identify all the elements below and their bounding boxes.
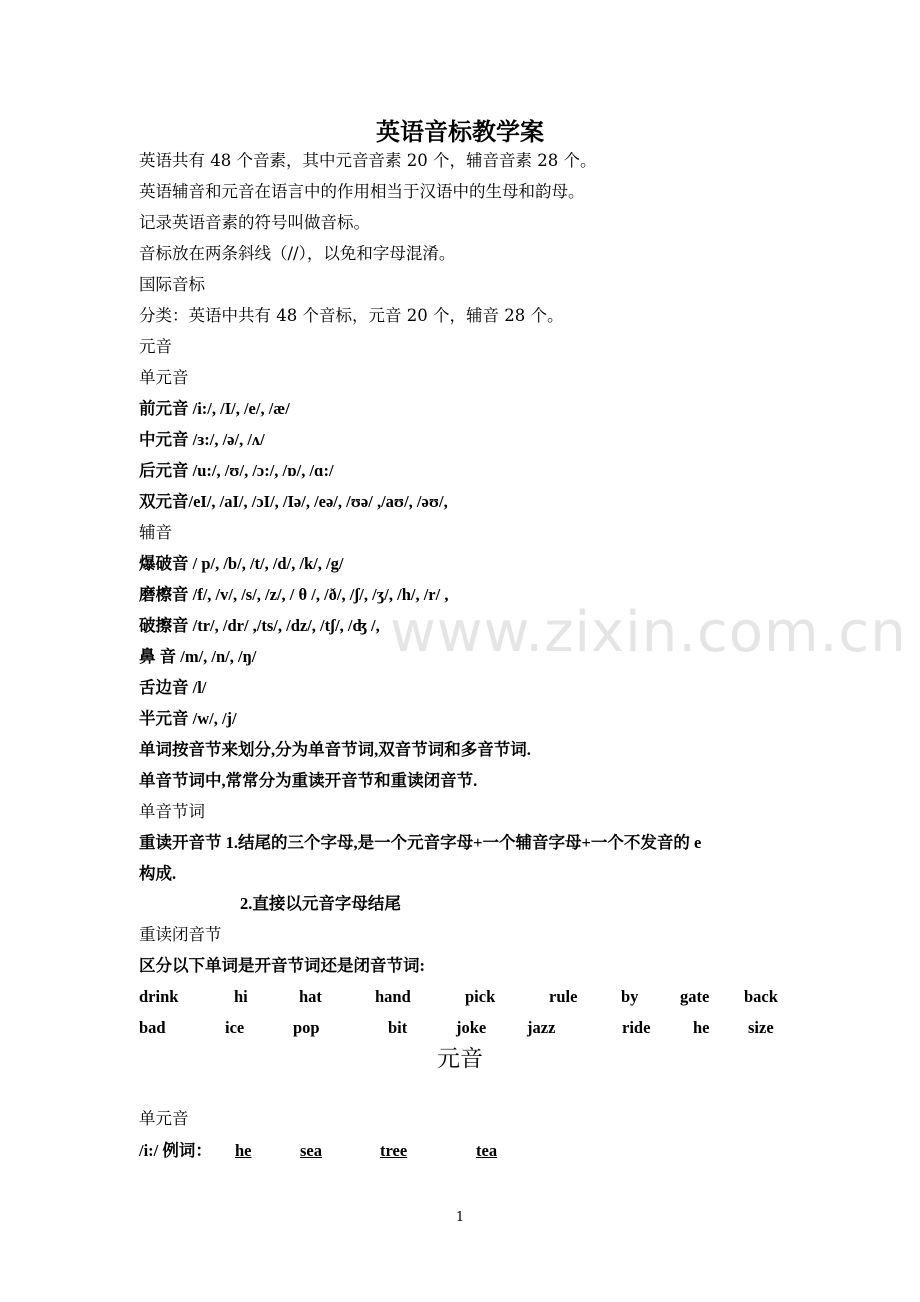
body-line: 爆破音 / p/, /b/, /t/, /d/, /k/, /g/ — [139, 554, 344, 573]
body-line: 磨檫音 /f/, /v/, /s/, /z/, / θ /, /ð/, /ʃ/, /ʒ/, /h/, /r/ , — [139, 585, 449, 604]
body-line: 单词按音节来划分,分为单音节词,双音节词和多音节词. — [139, 740, 531, 759]
example-word: sea — [300, 1141, 322, 1160]
word-item: drink — [139, 987, 179, 1006]
example-label: /i:/ 例词： — [139, 1141, 212, 1160]
word-item: bit — [388, 1018, 408, 1037]
example-word: he — [235, 1141, 252, 1160]
body-line: 英语共有 48 个音素，其中元音音素 20 个，辅音音素 28 个。 — [139, 151, 597, 170]
word-item: joke — [456, 1018, 487, 1037]
body-line: 前元音 /i:/, /I/, /e/, /æ/ — [139, 399, 290, 418]
body-line: 英语辅音和元音在语言中的作用相当于汉语中的生母和韵母。 — [139, 182, 585, 201]
body-line: 单音节词中,常常分为重读开音节和重读闭音节. — [139, 771, 478, 790]
body-line: 音标放在两条斜线（//），以免和字母混淆。 — [139, 244, 456, 263]
body-line: 舌边音 /l/ — [139, 678, 207, 697]
body-line: 双元音/eI/, /aI/, /ɔI/, /Iə/, /eə/, /ʊə/ ,/aʊ/, /əʊ/, — [139, 492, 448, 511]
page-number: 1 — [455, 1210, 465, 1225]
word-item: hi — [234, 987, 248, 1006]
body-line: 后元音 /u:/, /ʊ/, /ɔ:/, /ɒ/, /ɑ:/ — [139, 461, 334, 480]
example-row — [139, 1140, 539, 1162]
word-item: size — [748, 1018, 774, 1037]
body-line: 鼻 音 /m/, /n/, /ŋ/ — [139, 647, 257, 666]
word-item: ride — [622, 1018, 651, 1037]
word-item: ice — [225, 1018, 245, 1037]
body-line: 元音 — [139, 337, 172, 356]
body-line: 破擦音 /tr/, /dr/ ,/ts/, /dz/, /tʃ/, /ʤ /, — [139, 616, 380, 635]
word-item: rule — [549, 987, 578, 1006]
body-line: 单音节词 — [139, 802, 205, 821]
word-item: he — [693, 1018, 710, 1037]
body-line: 辅音 — [139, 523, 172, 542]
body-line: 构成. — [139, 864, 177, 883]
body-line: 分类：英语中共有 48 个音标，元音 20 个，辅音 28 个。 — [139, 306, 564, 325]
body-line: 单元音 — [139, 368, 189, 387]
word-item: pick — [465, 987, 496, 1006]
word-item: hat — [299, 987, 322, 1006]
word-item: gate — [680, 987, 710, 1006]
word-item: jazz — [527, 1018, 556, 1037]
word-item: back — [744, 987, 778, 1006]
body-line: 2.直接以元音字母结尾 — [240, 894, 401, 913]
body-line: 区分以下单词是开音节词还是闭音节词: — [139, 956, 425, 975]
document-title: 英语音标教学案 — [376, 120, 544, 146]
body-line: 国际音标 — [139, 275, 205, 294]
example-word: tea — [476, 1141, 498, 1160]
subheading: 单元音 — [139, 1109, 189, 1128]
body-line: 半元音 /w/, /j/ — [139, 709, 237, 728]
watermark: www.zixin.com.cn — [390, 600, 907, 665]
body-line: 重读闭音节 — [139, 925, 222, 944]
body-line: 记录英语音素的符号叫做音标。 — [139, 213, 370, 232]
word-item: bad — [139, 1018, 166, 1037]
word-item: by — [621, 987, 639, 1006]
body-line: 重读开音节 1.结尾的三个字母,是一个元音字母+一个辅音字母+一个不发音的 e — [139, 833, 702, 852]
word-item: hand — [375, 987, 411, 1006]
example-word: tree — [380, 1141, 408, 1160]
word-item: pop — [293, 1018, 320, 1037]
section-heading: 元音 — [437, 1046, 483, 1072]
body-line: 中元音 /ɜ:/, /ə/, /ʌ/ — [139, 430, 265, 449]
